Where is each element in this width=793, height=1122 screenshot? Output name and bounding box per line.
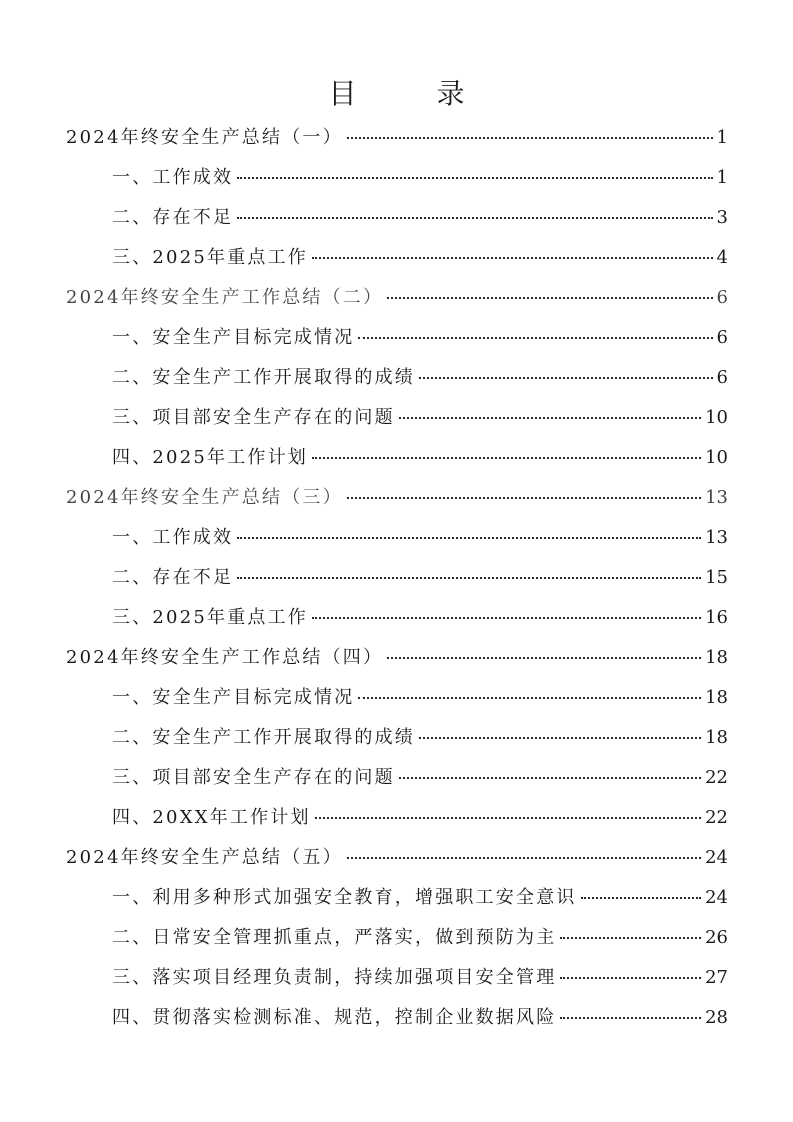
dot-leader [387,296,712,299]
toc-page-number: 10 [705,447,728,468]
toc-entry-text: 二、安全生产工作开展取得的成绩 [112,727,415,748]
toc-entry-text: 四、2025年工作计划 [112,447,309,468]
toc-entry[interactable] [66,358,728,398]
toc-entry[interactable] [66,518,728,558]
dot-leader [312,456,701,459]
toc-entry-text: 一、利用多种形式加强安全教育，增强职工安全意识 [112,887,577,908]
dot-leader [312,256,713,259]
toc-entry[interactable] [66,718,728,758]
toc-entry[interactable] [66,918,728,958]
toc-page-number: 6 [716,327,728,348]
toc-page-number: 18 [705,647,728,668]
dot-leader [237,576,701,579]
toc-page-number: 18 [705,687,728,708]
toc-entry-text: 一、安全生产目标完成情况 [112,327,355,348]
toc-entry[interactable] [66,238,728,278]
toc-entry[interactable] [66,878,728,918]
dot-leader [399,776,701,779]
toc-page-number: 16 [705,607,728,628]
dot-leader [347,136,713,139]
dot-leader [347,496,701,499]
toc-page-number: 1 [716,127,728,148]
toc-entry-text: 四、20XX年工作计划 [112,807,311,828]
table-of-contents [66,118,728,1038]
toc-entry[interactable] [66,638,728,678]
toc-entry[interactable] [66,758,728,798]
toc-entry-text: 2024年终安全生产工作总结（二） [66,287,384,308]
dot-leader [358,696,701,699]
toc-entry[interactable] [66,398,728,438]
toc-page-number: 22 [705,807,728,828]
toc-entry-text: 二、存在不足 [112,567,234,588]
dot-leader [387,656,701,659]
toc-entry-text: 二、日常安全管理抓重点，严落实，做到预防为主 [112,927,557,948]
toc-entry[interactable] [66,798,728,838]
toc-page-number: 15 [705,567,728,588]
toc-page-number: 10 [705,407,728,428]
toc-entry[interactable] [66,278,728,318]
dot-leader [237,536,701,539]
toc-entry[interactable] [66,118,728,158]
toc-entry[interactable] [66,678,728,718]
dot-leader [237,176,712,179]
toc-page-number: 3 [716,207,728,228]
toc-entry-text: 二、安全生产工作开展取得的成绩 [112,367,415,388]
toc-page-number: 28 [705,1007,728,1028]
toc-entry-text: 二、存在不足 [112,207,234,228]
toc-entry[interactable] [66,998,728,1038]
dot-leader [581,896,701,899]
dot-leader [560,936,701,939]
toc-page-number: 13 [705,527,728,548]
toc-entry[interactable] [66,478,728,518]
toc-entry-text: 2024年终安全生产工作总结（四） [66,647,384,668]
dot-leader [560,976,701,979]
toc-entry[interactable] [66,598,728,638]
toc-entry-text: 三、落实项目经理负责制，持续加强项目安全管理 [112,967,557,988]
toc-entry-text: 四、贯彻落实检测标准、规范，控制企业数据风险 [112,1007,557,1028]
toc-page-number: 22 [705,767,728,788]
toc-entry[interactable] [66,558,728,598]
toc-page-number: 1 [716,167,728,188]
toc-page-number: 6 [716,287,728,308]
toc-entry-text: 三、2025年重点工作 [112,607,309,628]
toc-page-number: 24 [705,847,728,868]
toc-page-number: 24 [705,887,728,908]
toc-entry-text: 2024年终安全生产总结（一） [66,127,343,148]
toc-entry[interactable] [66,158,728,198]
dot-leader [560,1016,701,1019]
toc-entry[interactable] [66,198,728,238]
toc-page-number: 4 [716,247,728,268]
toc-entry-text: 三、2025年重点工作 [112,247,309,268]
toc-entry-text: 2024年终安全生产总结（三） [66,487,343,508]
toc-entry[interactable] [66,318,728,358]
toc-entry-text: 2024年终安全生产总结（五） [66,847,343,868]
dot-leader [312,616,701,619]
toc-page-number: 27 [705,967,728,988]
toc-entry[interactable] [66,838,728,878]
toc-entry[interactable] [66,438,728,478]
dot-leader [315,816,701,819]
toc-entry[interactable] [66,958,728,998]
dot-leader [347,856,701,859]
toc-entry-text: 三、项目部安全生产存在的问题 [112,767,395,788]
toc-entry-text: 一、工作成效 [112,527,234,548]
toc-entry-text: 三、项目部安全生产存在的问题 [112,407,395,428]
toc-page-number: 6 [716,367,728,388]
toc-entry-text: 一、安全生产目标完成情况 [112,687,355,708]
dot-leader [358,336,712,339]
toc-page-number: 18 [705,727,728,748]
toc-page-number: 13 [705,487,728,508]
dot-leader [237,216,712,219]
dot-leader [419,736,701,739]
toc-page-number: 26 [705,927,728,948]
dot-leader [419,376,713,379]
toc-title: 目 录 [328,77,491,110]
dot-leader [399,416,701,419]
toc-entry-text: 一、工作成效 [112,167,234,188]
